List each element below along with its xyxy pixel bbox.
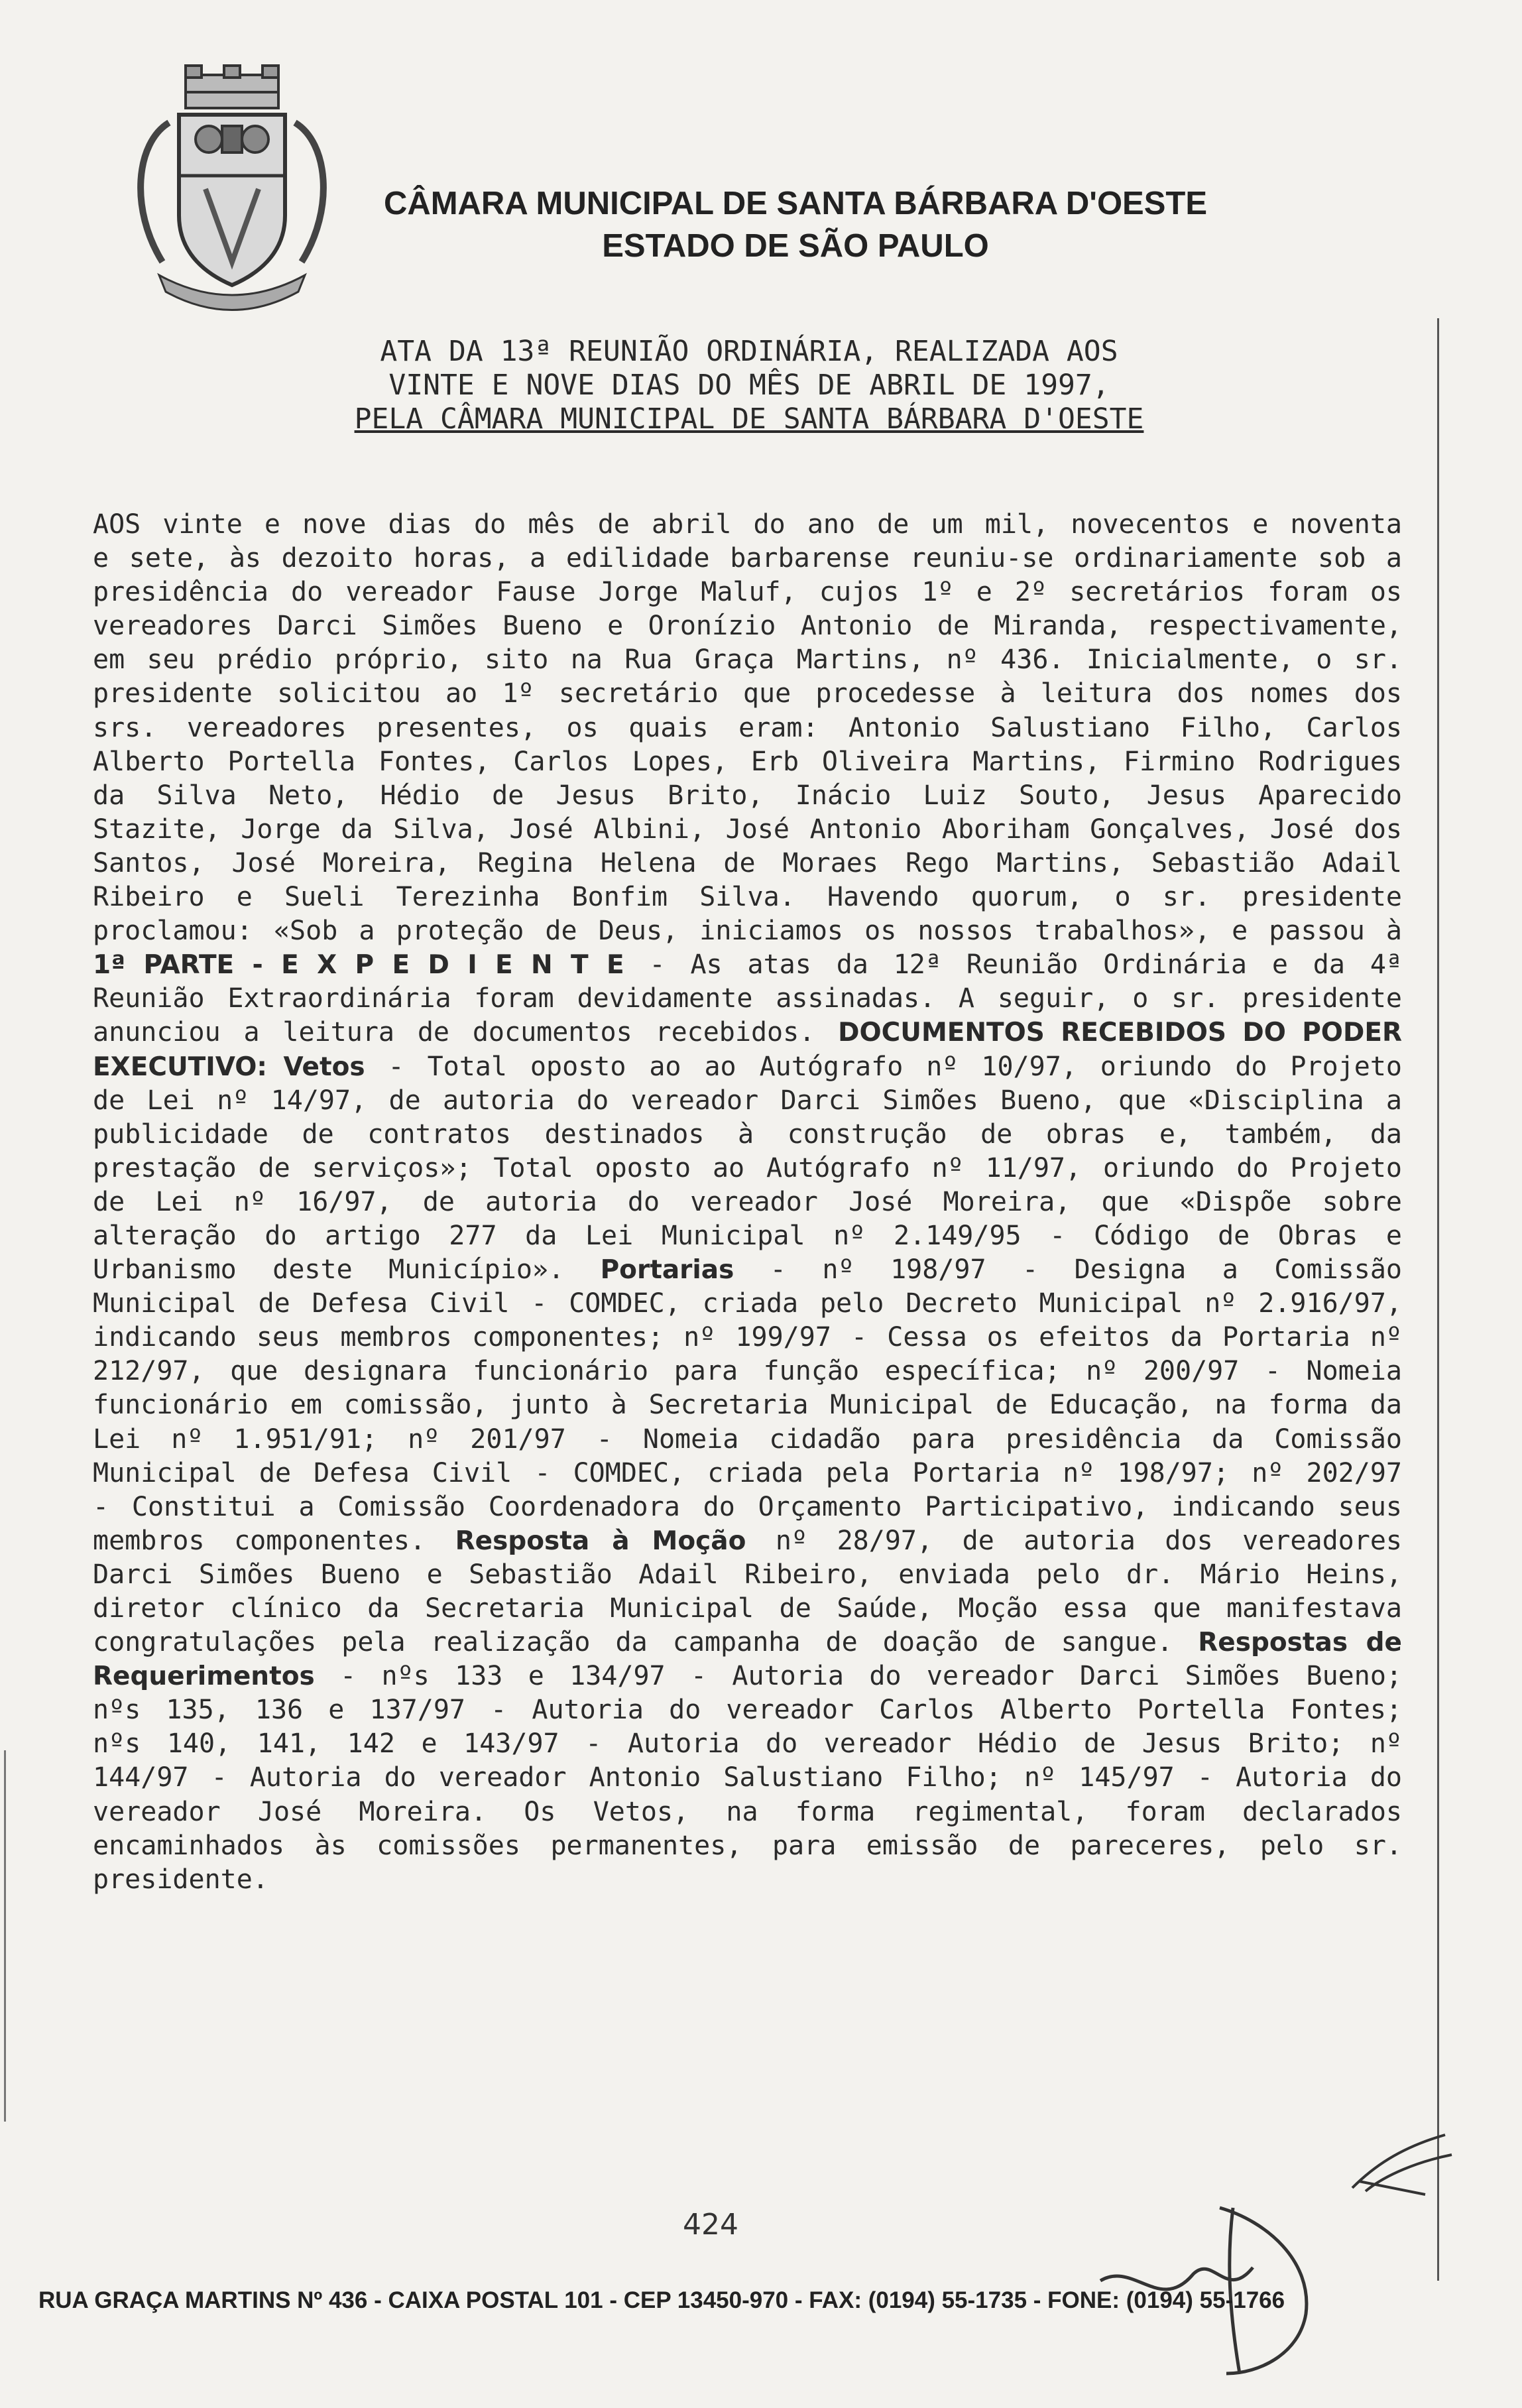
footer-address: RUA GRAÇA MARTINS Nº 436 - CAIXA POSTAL 101 - CEP 13450-970 - FAX: (0194) 55-1735 - FONE: (0194) 55-1766 bbox=[38, 2287, 1285, 2313]
body-requerimentos: - nºs 133 e 134/97 - Autoria do vereador Darci Simões Bueno; nºs 135, 136 e 137/97 - Autoria do vereador Carlos Alberto Portella Fontes; nºs 140, 141, 142 e 143/97 - Autoria do vereador Hédio de Jesus Brito; nº 144/97 - Autoria do vereador Antonio Salustiano Filho; nº 145/97 - Autoria do vereador José Moreira. Os Vetos, na forma regimental, foram declarados encaminhados às comissões permanentes, para emissão de pareceres, pelo sr. presidente. bbox=[93, 1661, 1402, 1895]
state-name: ESTADO DE SÃO PAULO bbox=[602, 228, 989, 264]
body-intro: AOS vinte e nove dias do mês de abril do ano de um mil, novecentos e noventa e sete, às dezoito horas, a edilidade barbarense reuniu-se ordinariamente sob a presidência do vereador Fause Jorge Maluf, cujos 1º e 2º secretários foram os vereadores Darci Simões Bueno e Oronízio Antonio de Miranda, respectivamente, em seu prédio próprio, sito na Rua Graça Martins, nº 436. Inicialmente, o sr. presidente solicitou ao 1º secretário que procedesse à leitura dos nomes dos srs. vereadores presentes, os quais eram: Antonio Salustiano Filho, Carlos Alberto Portella Fontes, Carlos Lopes, Erb Oliveira Martins, Firmino Rodrigues da Silva Neto, Hédio de Jesus Brito, Inácio Luiz Souto, Jesus Aparecido Stazite, Jorge da Silva, José Albini, José Antonio Aboriham Gonçalves, José dos Santos, José Moreira, Regina Helena de Moraes Rego Martins, Sebastião Adail Ribeiro e Sueli Terezinha Bonfim Silva. Havendo quorum, o sr. presidente proclamou: «Sob a proteção de Deus, iniciamos os nossos trabalhos», e passou à bbox=[93, 509, 1402, 947]
minutes-body bbox=[93, 508, 1402, 1897]
title-line-1: ATA DA 13ª REUNIÃO ORDINÁRIA, REALIZADA AOS bbox=[380, 335, 1118, 368]
minutes-title bbox=[278, 335, 1220, 436]
section-heading-expediente: 1ª PARTE - E X P E D I E N T E bbox=[93, 950, 624, 981]
title-line-3: PELA CÂMARA MUNICIPAL DE SANTA BÁRBARA D'OESTE bbox=[354, 402, 1144, 436]
body-portarias: - nº 198/97 - Designa a Comissão Municipal de Defesa Civil - COMDEC, criada pelo Decreto Municipal nº 2.916/97, indicando seus membros componentes; nº 199/97 - Cessa os efeitos da Portaria nº 212/97, que designara funcionário para função específica; nº 200/97 - Nomeia funcionário em comissão, junto à Secretaria Municipal de Educação, na forma da Lei nº 1.951/91; nº 201/97 - Nomeia cidadão para presidência da Comissão Municipal de Defesa Civil - COMDEC, criada pela Portaria nº 198/97; nº 202/97 - Constitui a Comissão Coordenadora do Orçamento Participativo, indicando seus membros componentes. bbox=[93, 1254, 1403, 1556]
signature-rubric bbox=[1346, 2128, 1458, 2201]
body-vetos: - Total oposto ao ao Autógrafo nº 10/97, oriundo do Projeto de Lei nº 14/97, de autoria do vereador Darci Simões Bueno, que «Disciplina a publicidade de contratos destinados à construção de obras e, também, da prestação de serviços»; Total oposto ao Autógrafo nº 11/97, oriundo do Projeto de Lei nº 16/97, de autoria do vereador José Moreira, que «Dispõe sobre alteração do artigo 277 da Lei Municipal nº 2.149/95 - Código de Obras e Urbanismo deste Município». bbox=[93, 1051, 1402, 1286]
title-line-2: VINTE E NOVE DIAS DO MÊS DE ABRIL DE 1997, bbox=[388, 369, 1110, 402]
page-number: 424 bbox=[683, 2208, 738, 2242]
body-expediente: - As atas da 12ª Reunião Ordinária e da 4ª Reunião Extraordinária foram devidamente assinadas. A seguir, o sr. presidente anunciou a leitura de documentos recebidos. bbox=[93, 949, 1402, 1048]
body-mocao: nº 28/97, de autoria dos vereadores Darci Simões Bueno e Sebastião Adail Ribeiro, enviada pelo dr. Mário Heins, diretor clínico da Secretaria Municipal de Saúde, Moção essa que manifestava congratulações pela realização da campanha de doação de sangue. bbox=[93, 1525, 1402, 1658]
right-margin-line bbox=[1437, 318, 1439, 2281]
municipal-coat-of-arms bbox=[123, 63, 341, 315]
letterhead bbox=[371, 182, 1220, 267]
section-heading-mocao: Resposta à Moção bbox=[455, 1526, 746, 1556]
left-margin-line bbox=[4, 1750, 6, 2122]
section-heading-portarias: Portarias bbox=[600, 1255, 734, 1286]
section-heading-requerimentos: Respostas de Requerimentos bbox=[93, 1628, 1402, 1692]
signature-mark bbox=[1094, 2181, 1332, 2380]
section-heading-documents: DOCUMENTOS RECEBIDOS DO PODER EXECUTIVO: Vetos bbox=[93, 1018, 1402, 1082]
institution-name: CÂMARA MUNICIPAL DE SANTA BÁRBARA D'OESTE bbox=[383, 186, 1208, 221]
